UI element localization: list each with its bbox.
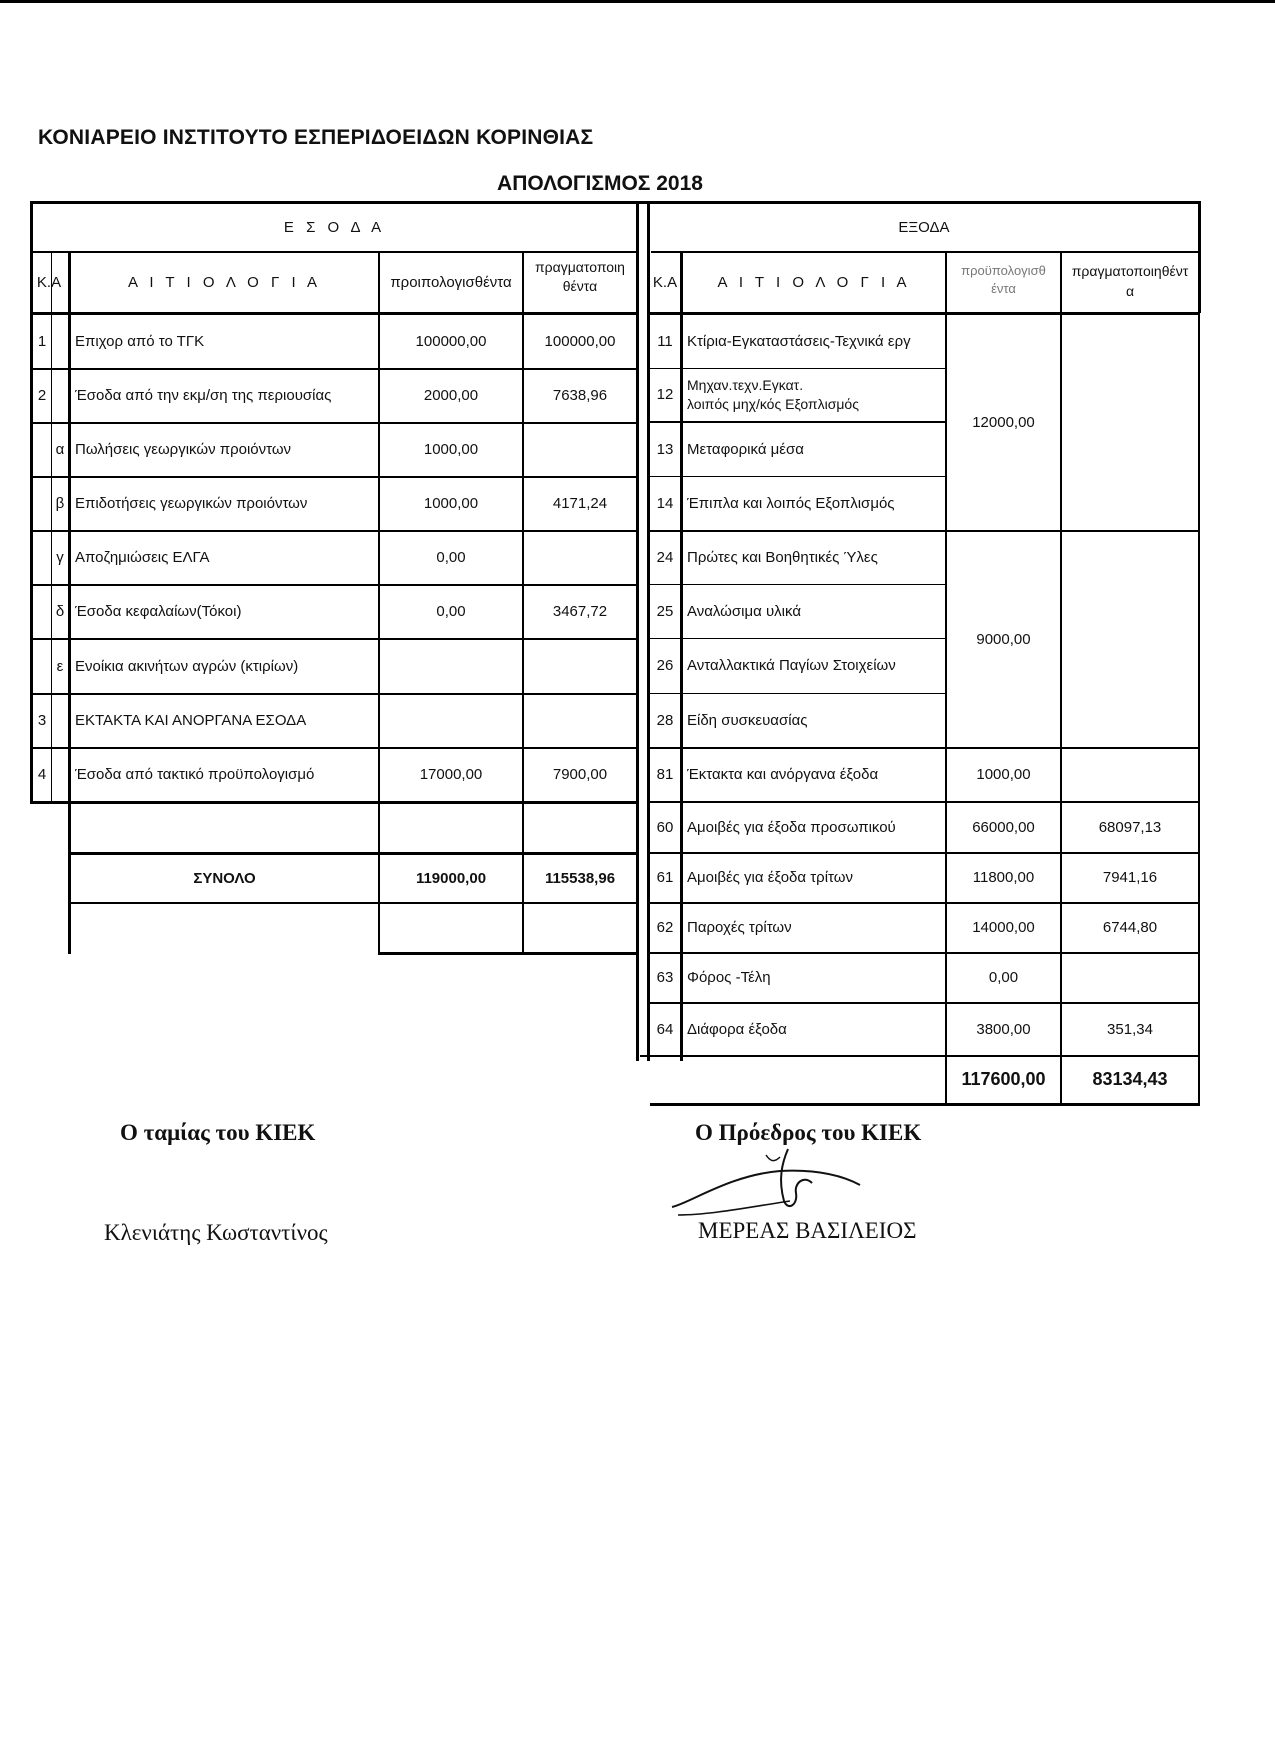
expense-total-budget: 117600,00 <box>961 1069 1046 1090</box>
expense-col-actual: πραγματοποιηθέντ α <box>1071 263 1189 299</box>
income-col-desc: Α Ι Τ Ι Ο Λ Ο Γ Ι Α <box>128 273 321 291</box>
income-title: Ε Σ Ο Δ Α <box>283 218 386 236</box>
expense-col-desc: Α Ι Τ Ι Ο Λ Ο Γ Ι Α <box>717 273 911 291</box>
expense-total-actual: 83134,43 <box>1092 1069 1168 1090</box>
document-title: ΑΠΟΛΟΓΙΣΜΟΣ 2018 <box>497 172 703 195</box>
expense-col-budget: προϋπολογισθ έντα <box>961 263 1046 297</box>
expense-group1-budget: 12000,00 <box>972 413 1035 431</box>
scan-top-edge <box>0 0 1275 3</box>
income-total-label: ΣΥΝΟΛΟ <box>193 869 256 887</box>
income-col-budget: προιπολογισθέντα <box>390 273 512 291</box>
income-total-actual: 115538,96 <box>544 869 616 887</box>
expense-title: ΕΞΟΔΑ <box>898 218 950 236</box>
income-col-ka: Κ.Α <box>36 273 62 291</box>
treasurer-role: Ο ταμίας του ΚΙΕΚ <box>120 1120 316 1145</box>
treasurer-name: Κλενιάτης Κωσταντίνος <box>104 1220 328 1245</box>
signature-scribble-icon <box>670 1145 870 1225</box>
president-role: Ο Πρόεδρος του ΚΙΕΚ <box>695 1120 922 1145</box>
president-name: ΜΕΡΕΑΣ ΒΑΣΙΛΕΙΟΣ <box>698 1218 917 1243</box>
organization-title: ΚΟΝΙΑΡΕΙΟ ΙΝΣΤΙΤΟΥΤΟ ΕΣΠΕΡΙΔΟΕΙΔΩΝ ΚΟΡΙΝΘΙΑΣ <box>38 126 594 149</box>
expense-col-ka: Κ.Α <box>652 273 678 291</box>
expense-group2-budget: 9000,00 <box>976 630 1031 648</box>
income-col-actual: πραγματοποιη θέντα <box>535 259 625 294</box>
income-total-budget: 119000,00 <box>415 869 487 887</box>
